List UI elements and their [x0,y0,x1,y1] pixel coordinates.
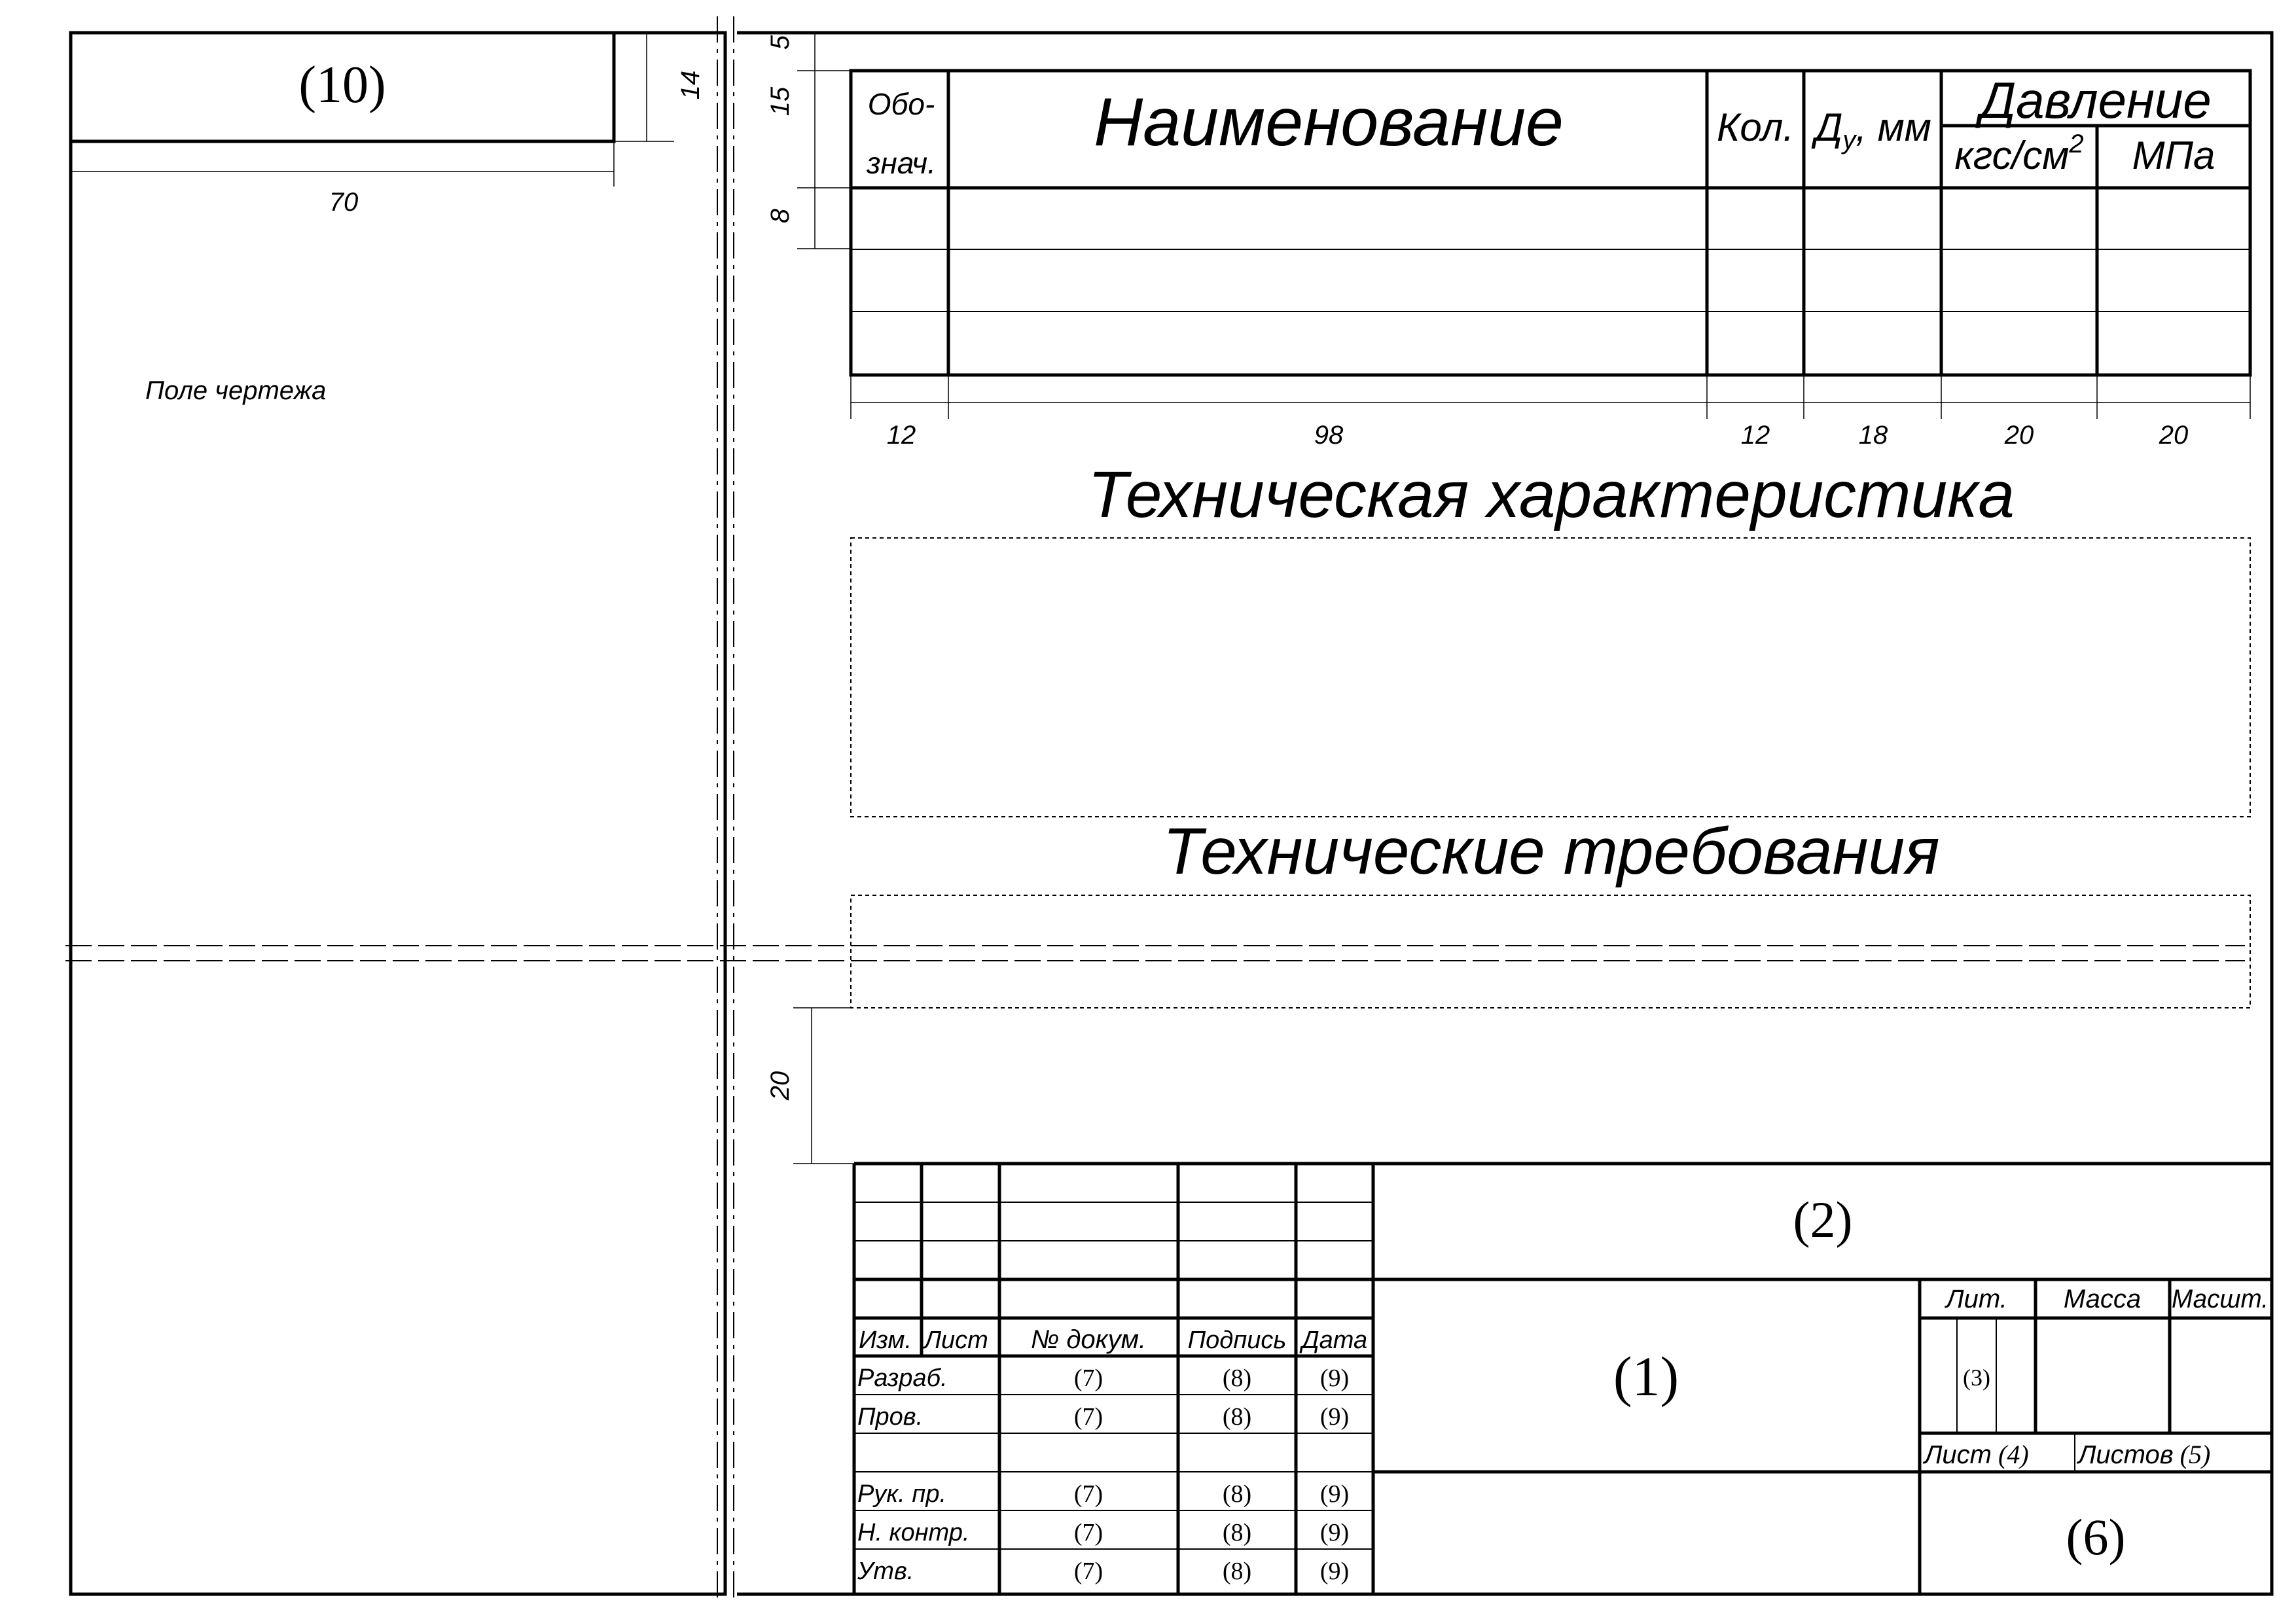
header-dn-sub: у [1842,126,1856,154]
tb-header-date: Дата [1301,1327,1368,1354]
tb-field-3: (3) [1963,1364,1990,1391]
tb-row-doc: (7) [1073,1364,1103,1392]
spec-dims-horizontal [851,375,2250,450]
col-width-3: 12 [1740,421,1770,450]
tech-req-title: Технические требования [1162,815,1940,888]
tech-req-area [851,895,2250,1008]
tb-lit-label: Лит. [1946,1285,2007,1313]
tb-rows [857,1364,1349,1585]
spec-table [851,71,2250,375]
dim-15: 15 [766,86,795,116]
tb-field-2: (2) [1793,1191,1853,1248]
tb-row [857,1364,1349,1392]
tb-sheets-label: Листов [2078,1440,2174,1469]
tb-mass-label: Масса [2063,1285,2142,1313]
header-dn-unit: , мм [1856,105,1931,149]
dim-height-value: 14 [676,70,705,100]
header-kgs-sup: 2 [2069,130,2084,158]
tb-row [857,1558,1349,1585]
col-width-5: 20 [2004,421,2034,450]
tb-field-6: (6) [2066,1508,2126,1565]
tb-header-doc: № докум. [1030,1325,1147,1354]
spec-dims-vertical [766,33,851,249]
tech-char-title: Техническая характеристика [1088,458,2015,531]
tb-row-role: Н. контр. [857,1519,970,1546]
dim-8: 8 [766,208,795,224]
col-width-6: 20 [2159,421,2189,450]
tb-row-date: (9) [1319,1364,1350,1392]
title-block [854,1164,2272,1594]
tb-sheet-label: Лист [1924,1440,1992,1469]
tb-row-role: Рук. пр. [857,1480,947,1508]
tb-header-sign: Подпись [1187,1327,1287,1354]
tb-row-date: (9) [1319,1480,1350,1508]
col-width-4: 18 [1858,421,1888,450]
tb-row-date: (9) [1319,1519,1350,1546]
tb-row-role: Пров. [857,1403,924,1431]
tb-row-sign: (8) [1222,1403,1252,1431]
tb-row-doc: (7) [1073,1403,1103,1431]
sheet-frame-right [737,33,2272,1594]
tb-header-izm: Изм. [859,1327,912,1354]
tb-row-date: (9) [1319,1403,1350,1431]
tech-char-area [851,538,2250,817]
header-dn [1811,105,1931,154]
tb-row [857,1519,1349,1546]
stamp-box-label: (10) [298,56,386,114]
header-pressure: Давление [1980,71,2212,129]
dim-20-group [766,1008,854,1164]
header-dn-main: Д [1815,105,1843,149]
drawing-field-label: Поле чертежа [145,376,327,405]
tb-field-1: (1) [1613,1345,1679,1408]
tb-scale-label: Масшт. [2172,1285,2269,1313]
tb-header-list: Лист [924,1327,988,1354]
tb-row-doc: (7) [1073,1480,1103,1508]
header-qty: Кол. [1717,105,1794,149]
header-oboz-line2: знач. [867,146,936,180]
header-mpa: МПа [2132,134,2215,177]
dim-5: 5 [766,35,795,50]
title-block-lines [854,1164,2272,1594]
header-kgs-main: кгс/см [1954,134,2070,177]
tb-row [857,1480,1349,1508]
header-kgs [1954,130,2083,177]
tb-row-doc: (7) [1073,1558,1103,1585]
col-width-2: 98 [1314,421,1344,450]
tb-sheets-num: (5) [2179,1440,2211,1469]
tb-row-sign: (8) [1222,1519,1252,1546]
tb-row-sign: (8) [1222,1364,1252,1392]
tb-row [857,1403,1349,1431]
tb-row-role: Утв. [857,1558,914,1585]
tb-row-doc: (7) [1073,1519,1103,1546]
tb-row-sign: (8) [1222,1558,1252,1585]
tb-row-sign: (8) [1222,1480,1252,1508]
header-name: Наименование [1094,84,1564,160]
tb-sheet-num: (4) [1998,1440,2029,1469]
dim-20-value: 20 [766,1071,795,1101]
col-width-1: 12 [886,421,916,450]
dim-width-value: 70 [329,188,359,217]
tb-row-role: Разраб. [857,1364,948,1392]
tb-sheets [2076,1440,2210,1469]
sheet-frame-left [71,33,725,1594]
stamp-box-10 [71,33,705,217]
tb-sheet [1922,1440,2029,1469]
header-oboz-line1: Обо- [867,87,935,121]
tb-row-date: (9) [1319,1558,1350,1585]
